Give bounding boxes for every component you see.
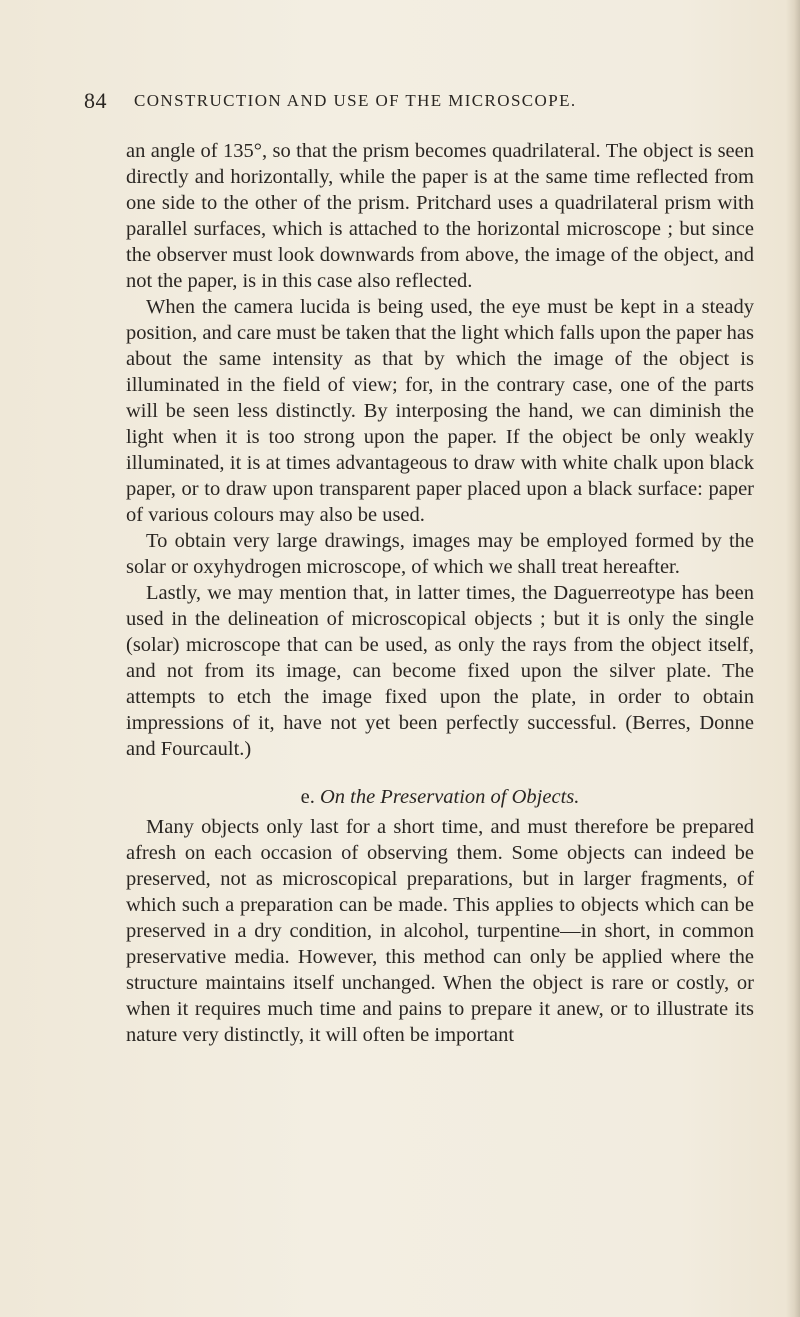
paragraph: an angle of 135°, so that the prism becomes quadrilateral. The object is seen directly and horizontally, while the paper is at the same time reflected from one side to the other of the prism. Pritchard uses a quadrilateral prism with parallel surfaces, which is attached to the horizontal microscope ; but since the observer must look downwards from above, the image of the object, and not the paper, is in this case also reflected. bbox=[126, 140, 754, 292]
section-heading bbox=[126, 784, 754, 810]
running-head: CONSTRUCTION AND USE OF THE MICROSCOPE. bbox=[134, 91, 577, 110]
paragraph: When the camera lucida is being used, the eye must be kept in a steady position, and care must be taken that the light which falls upon the paper has about the same intensity as that by which the image of the object is illuminated in the field of view; for, in the contrary case, one of the parts will be seen less distinctly. By interposing the hand, we can diminish the light when it is too strong upon the paper. If the object be only weakly illuminated, it is at times advantageous to draw with white chalk upon black paper, or to draw upon transparent paper placed upon a black surface: paper of various colours may also be used. bbox=[126, 296, 754, 526]
body-text bbox=[126, 138, 754, 1048]
page-edge-shadow bbox=[786, 0, 800, 1317]
paragraph: Lastly, we may mention that, in latter times, the Daguerreotype has been used in the delineation of microscopical objects ; but it is only the single (solar) microscope that can be used, as only the rays from the object itself, and not from its image, can become fixed upon the silver plate. The attempts to etch the image fixed upon the plate, in order to obtain impressions of it, have not yet been perfectly successful. (Berres, Donne and Fourcault.) bbox=[126, 582, 754, 760]
section-title: On the Preservation of Objects. bbox=[319, 786, 580, 808]
section-letter: e. bbox=[300, 786, 315, 808]
paragraph: Many objects only last for a short time, and must therefore be prepared afresh on each occasion of observing them. Some objects can indeed be preserved, not as microscopical preparations, but in larger fragments, of which such a preparation can be made. This applies to objects which can be preserved in a dry condition, in alcohol, turpentine—in short, in common preservative media. However, this method can only be applied where the structure maintains itself unchanged. When the object is rare or costly, or when it requires much time and pains to prepare it anew, or to illustrate its nature very distinctly, it will often be important bbox=[126, 816, 754, 1046]
page-header bbox=[84, 88, 724, 118]
page-number: 84 bbox=[84, 88, 107, 113]
paragraph: To obtain very large drawings, images may be employed formed by the solar or oxyhydrogen microscope, of which we shall treat hereafter. bbox=[126, 530, 754, 578]
